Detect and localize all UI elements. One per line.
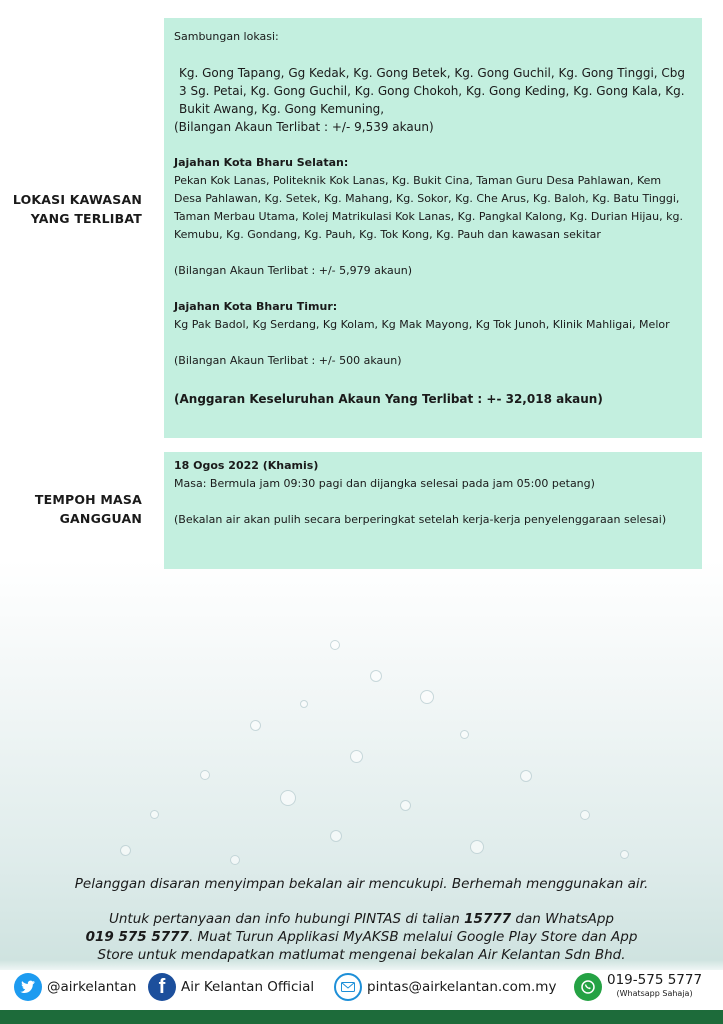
tempoh-date: 18 Ogos 2022 (Khamis) xyxy=(174,459,319,472)
twitter-handle: @airkelantan xyxy=(47,979,137,995)
tempoh-note: (Bekalan air akan pulih secara berperingkat setelah kerja-kerja penyelenggaraan selesai) xyxy=(174,513,667,526)
tempoh-masa: Masa: Bermula jam 09:30 pagi dan dijangka selesai pada jam 05:00 petang) xyxy=(174,477,595,490)
contact-text-4: dan xyxy=(577,929,612,945)
akaun-count-2: (Bilangan Akaun Terlibat : +/- 5,979 akaun) xyxy=(174,264,412,277)
lokasi-label-line1: LOKASI KAWASAN xyxy=(12,192,142,207)
twitter-link[interactable] xyxy=(14,970,136,1004)
google-play-store-text: Google Play Store xyxy=(456,929,578,945)
whatsapp-number: 019 575 5777 xyxy=(85,929,189,945)
whatsapp-note: (Whatsapp Sahaja) xyxy=(616,989,693,998)
timur-village-list: Kg Pak Badol, Kg Serdang, Kg Kolam, Kg Mak Mayong, Kg Tok Junoh, Klinik Mahligai, Melor xyxy=(174,318,670,331)
lokasi-label-line2: YANG TERLIBAT xyxy=(30,211,142,226)
whatsapp-link[interactable] xyxy=(574,970,702,1004)
email-link[interactable] xyxy=(334,970,556,1004)
facebook-page: Air Kelantan Official xyxy=(181,979,315,995)
bottom-green-bar xyxy=(0,1010,723,1024)
contact-text-3: . Muat Turun Applikasi MyAKSB melalui xyxy=(188,929,457,945)
sambungan-lokasi-text: Sambungan lokasi: xyxy=(174,30,279,43)
tempoh-label xyxy=(35,490,142,528)
social-bar xyxy=(0,970,723,1008)
selatan-village-list: Pekan Kok Lanas, Politeknik Kok Lanas, Kg. Bukit Cina, Taman Guru Desa Pahlawan, Kem Desa Pahlawan, Kg. Setek, Kg. Mahang, Kg. Sokor, Kg. Che Arus, Kg. Baloh, Kg. Batu Tinggi, Taman Merbau Utama, Kolej Matrikulasi Kok Lanas, Kg. Pangkal Kalong, Kg. Durian Hijau, kg. Kemubu, Kg. Gondang, Kg. Pauh, Kg. Tok Kong, Kg. Pauh dan kawasan sekitar xyxy=(174,174,683,241)
contact-text-5: untuk mendapatkan matlumat mengenai bekalan Air Kelantan Sdn Bhd. xyxy=(133,947,626,963)
pintas-number: 15777 xyxy=(464,911,512,927)
app-store-text-1: App xyxy=(611,929,638,945)
advice-text: Pelanggan disaran menyimpan bekalan air mencukupi. Berhemah menggunakan air. xyxy=(74,876,649,892)
facebook-link[interactable] xyxy=(148,970,314,1004)
akaun-count-3: (Bilangan Akaun Terlibat : +/- 500 akaun) xyxy=(174,354,402,367)
selatan-heading: Jajahan Kota Bharu Selatan: xyxy=(174,156,349,169)
lokasi-panel xyxy=(164,18,702,438)
lokasi-label xyxy=(13,190,142,228)
email-address: pintas@airkelantan.com.my xyxy=(367,979,557,995)
tempoh-label-line1: TEMPOH MASA xyxy=(34,492,142,507)
whatsapp-icon xyxy=(574,973,602,1001)
contact-text-1: Untuk pertanyaan dan info hubungi PINTAS di talian xyxy=(109,911,465,927)
whatsapp-number-text: 019-575 5777 xyxy=(607,972,703,988)
village-list-gong: Kg. Gong Tapang, Gg Kedak, Kg. Gong Betek, Kg. Gong Guchil, Kg. Gong Tinggi, Cbg 3 Sg. Petai, Kg. Gong Guchil, Kg. Gong Chokoh, Kg. Gong Keding, Kg. Gong Kala, Kg. Bukit Awang, Kg. Gong Kemuning, xyxy=(179,66,686,116)
twitter-icon xyxy=(14,973,42,1001)
contact-info xyxy=(0,910,723,964)
app-store-text-2: Store xyxy=(97,947,134,963)
contact-text-2: dan WhatsApp xyxy=(511,911,614,927)
tempoh-label-line2: GANGGUAN xyxy=(59,511,142,526)
timur-heading: Jajahan Kota Bharu Timur: xyxy=(174,300,338,313)
facebook-icon: f xyxy=(148,973,176,1001)
tempoh-panel xyxy=(164,452,702,569)
email-icon xyxy=(334,973,362,1001)
total-akaun: (Anggaran Keseluruhan Akaun Yang Terlibat : +- 32,018 akaun) xyxy=(174,392,603,406)
akaun-count-1: (Bilangan Akaun Terlibat : +/- 9,539 akaun) xyxy=(174,120,434,134)
